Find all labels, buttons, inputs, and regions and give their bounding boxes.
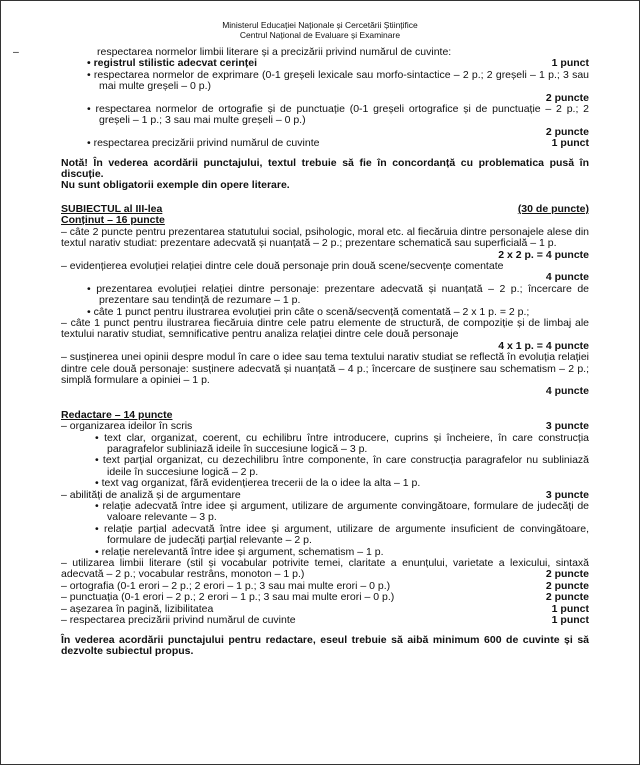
criterion-text: – evidențierea evoluției relației dintre cele două personaje prin două scene/secvențe comentate bbox=[61, 259, 504, 272]
page-header bbox=[1, 21, 639, 40]
criterion-bullet: • relație nerelevantă între idee și argument, schematism – 1 p. bbox=[95, 545, 384, 558]
criterion-points: 2 puncte bbox=[545, 568, 589, 581]
criterion-bullet: • text vag organizat, fără evidențierea trecerii de la o idee la alta – 1 p. bbox=[95, 477, 421, 490]
bullet-row: • respectarea normelor de ortografie și de punctuație (0-1 greșeli ortografice și de punctuație – 2 p.; 2 greșeli – 1 p.; 3 sau mai multe greșeli – 0 p.) bbox=[87, 103, 590, 127]
criterion-points: 4 puncte bbox=[545, 385, 589, 398]
intro-item-text: respectarea normelor limbii literare și a precizării privind numărul de cuvinte: bbox=[97, 46, 452, 58]
criterion-text: – respectarea precizării privind numărul de cuvinte bbox=[61, 614, 296, 627]
criterion-text: – punctuația (0-1 erori – 2 p.; 2 erori – 1 p.; 3 sau mai multe erori – 0 p.) bbox=[61, 591, 395, 604]
criterion-text: – câte 1 punct pentru ilustrarea fiecăruia dintre cele patru elemente de structură, de compoziție și de limbaj ale textului narativ studiat, semnificative pentru analiza relației dintre cele două personaje bbox=[61, 316, 589, 341]
bullet-text: respectarea normelor de ortografie și de punctuație (0-1 greșeli ortografice și de punctuație – 2 p.; 2 greșeli – 1 p.; 3 sau mai multe greșeli – 0 p.) bbox=[95, 103, 590, 127]
criterion-points: 2 puncte bbox=[545, 579, 589, 592]
criterion-text: – așezarea în pagină, lizibilitatea bbox=[61, 602, 214, 615]
note-text: Notă! În vederea acordării punctajului, textul trebuie să fie în concordanță cu problematica pusă în discuție. bbox=[61, 156, 589, 181]
bullet-points: 2 puncte bbox=[545, 91, 589, 104]
final-note: În vederea acordării punctajului pentru redactare, eseul trebuie să aibă minimum 600 de cuvinte și să dezvolte subiectul propus. bbox=[61, 633, 589, 657]
criterion-text: – organizarea ideilor în scris bbox=[61, 420, 193, 433]
bullet-points: 1 punct bbox=[551, 57, 589, 70]
criterion-text: – câte 2 puncte pentru prezentarea statutului social, psihologic, moral etc. al fiecăruia dintre personajele alese din textul narativ studiat: prezentare adecvată și nuanțată – 2 p.; prezentare schematică sau superficială – 1 p. bbox=[61, 225, 589, 250]
criterion-bullet: • text clar, organizat, coerent, cu echilibru între introducere, cuprins și încheiere, în care construcția paragrafelor subliniază ideile în succesiune logică – 3 p. bbox=[95, 431, 590, 455]
criterion-text: – ortografia (0-1 erori – 2 p.; 2 erori – 1 p.; 3 sau mai multe erori – 0 p.) bbox=[61, 579, 391, 592]
bullet-text: respectarea normelor de exprimare (0-1 greșeli lexicale sau morfo-sintactice – 2 p.; 2 greșeli – 1 p.; 3 sau mai multe greșeli – 0 p.) bbox=[93, 68, 590, 93]
bullet-text: • registrul stilistic adecvat cerinței bbox=[87, 57, 257, 70]
criterion-points: 1 punct bbox=[551, 614, 589, 627]
bullet-points: 2 puncte bbox=[545, 125, 589, 138]
criterion-points: 3 puncte bbox=[545, 420, 589, 433]
content-title: Conținut – 16 puncte bbox=[61, 214, 165, 227]
criterion-bullet: • relație adecvată între idee și argument, utilizare de argumente convingătoare, formulare de judecăți de valoare relevante – 3 p. bbox=[95, 500, 589, 524]
bullet-row: • respectarea normelor de exprimare (0-1 greșeli lexicale sau morfo-sintactice – 2 p.; 2 greșeli – 1 p.; 3 sau mai multe greșeli – 0 p.) bbox=[87, 68, 590, 93]
criterion-points: 2 x 2 p. = 4 puncte bbox=[498, 248, 589, 261]
criterion-points: 2 puncte bbox=[545, 591, 589, 604]
bullet-row bbox=[61, 138, 589, 149]
criterion-points: 3 puncte bbox=[545, 488, 589, 501]
note-text: Nu sunt obligatorii exemple din opere literare. bbox=[61, 179, 290, 192]
section-title: SUBIECTUL al III-lea bbox=[61, 202, 163, 215]
criterion-text: – utilizarea limbii literare (stil și vocabular potrivite temei, claritate a enunțului, varietate a lexicului, sintaxă adecvată – 2 p.; vocabular restrâns, monoton – 1 p.) bbox=[61, 557, 589, 581]
criterion-text: – susținerea unei opinii despre modul în care o idee sau tema textului narativ studiat se reflectă în evoluția relației dintre cele două personaje: susținere adecvată și nuanțată – 4 p.; încercare de susținere sau schematism – 2 p.; simplă formulare a opiniei – 1 p. bbox=[61, 351, 589, 386]
intro-item bbox=[13, 46, 589, 58]
page-content bbox=[13, 46, 590, 657]
center-line: Centrul Național de Evaluare și Examinare bbox=[239, 29, 401, 40]
redactare-title: Redactare – 14 puncte bbox=[61, 408, 173, 421]
criterion-points: 4 puncte bbox=[545, 271, 589, 284]
criterion-text: – abilități de analiză și de argumentare bbox=[61, 488, 241, 501]
criterion-row bbox=[61, 592, 589, 603]
criterion-points: 4 x 1 p. = 4 puncte bbox=[498, 339, 589, 352]
criterion-bullet: • text parțial organizat, cu dezechilibru între componente, în care construcția paragrafelor nu subliniază ideile în succesiune logică – 2 p. bbox=[95, 454, 589, 478]
criterion-row bbox=[61, 615, 589, 626]
section-points: (30 de puncte) bbox=[517, 202, 589, 215]
criterion-bullet: • prezentarea evoluției relației dintre personaje: prezentare adecvată și nuanțată – 2 p.; încercare de prezentare sau tendință de rezumare – 1 p. bbox=[87, 282, 589, 307]
ministry-line: Ministerul Educației Naționale și Cercetării Științifice bbox=[222, 20, 418, 30]
bullet-points: 1 punct bbox=[551, 137, 589, 150]
bullet-text: • respectarea precizării privind numărul de cuvinte bbox=[87, 137, 320, 150]
intro-dash: – bbox=[13, 46, 19, 58]
criterion-bullet: • relație parțial adecvată între idee și argument, utilizare de argumente insuficient de convingătoare, formulare de judecăți parțial relevante – 2 p. bbox=[95, 522, 589, 547]
criterion-bullet: • câte 1 punct pentru ilustrarea evoluției prin câte o scenă/secvență comentată – 2 x 1 p. = 2 p.; bbox=[87, 305, 530, 318]
criterion-points: 1 punct bbox=[551, 602, 589, 615]
